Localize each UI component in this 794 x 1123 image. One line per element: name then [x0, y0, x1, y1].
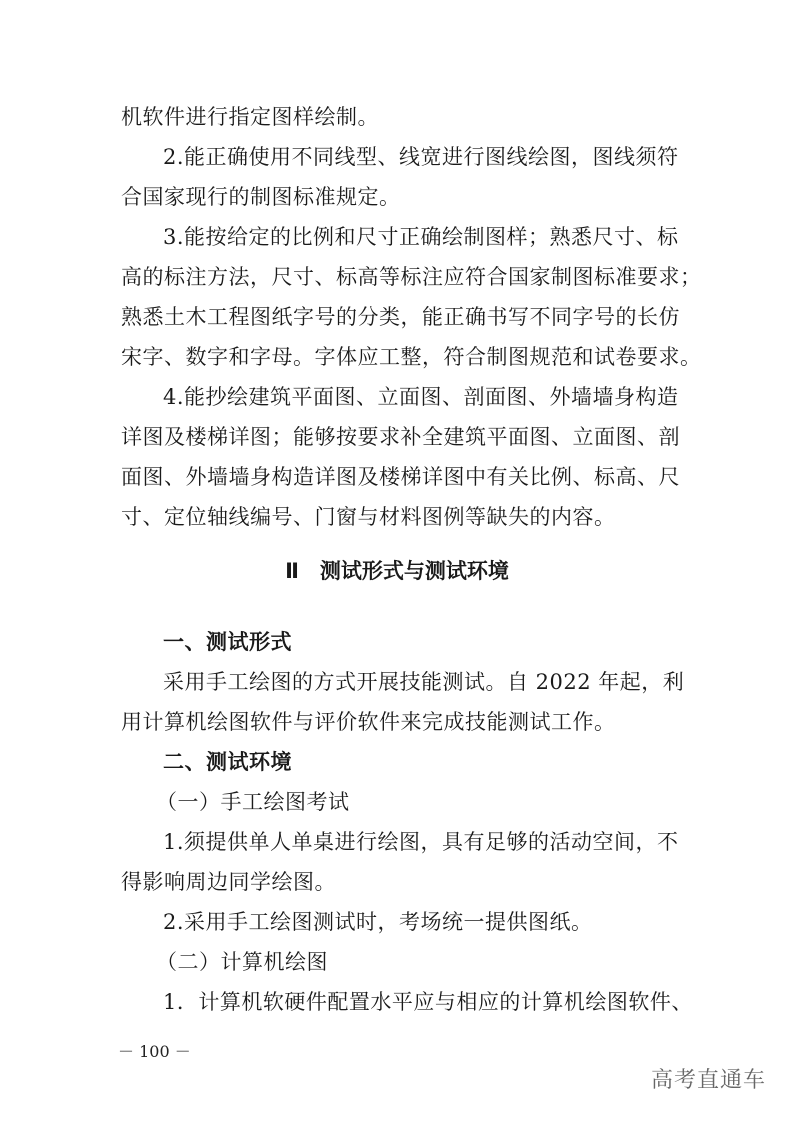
- text-line: 4.能抄绘建筑平面图、立面图、剖面图、外墙墙身构造: [163, 385, 679, 409]
- text-line: 机软件进行指定图样绘制。: [121, 105, 379, 129]
- heading-test-format: 一、测试形式: [163, 630, 292, 654]
- watermark-text: 高考直通车: [650, 1068, 766, 1093]
- subheading-manual-drawing: （一）手工绘图考试: [156, 790, 350, 814]
- text-line: 寸、定位轴线编号、门窗与材料图例等缺失的内容。: [121, 505, 616, 529]
- text-line: 合国家现行的制图标准规定。: [121, 185, 401, 209]
- text-line: 用计算机绘图软件与评价软件来完成技能测试工作。: [121, 710, 616, 734]
- text-line: 高的标注方法，尺寸、标高等标注应符合国家制图标准要求；: [121, 265, 702, 289]
- text-line: 1.须提供单人单桌进行绘图，具有足够的活动空间，不: [163, 830, 679, 854]
- subheading-computer-drawing: （二）计算机绘图: [156, 950, 328, 974]
- page-number: － 100 －: [118, 1042, 191, 1061]
- text-line: 2.能正确使用不同线型、线宽进行图线绘图，图线须符: [163, 145, 679, 169]
- text-line: 宋字、数字和字母。字体应工整，符合制图规范和试卷要求。: [121, 345, 702, 369]
- text-line: 得影响周边同学绘图。: [121, 870, 336, 894]
- text-line: 熟悉土木工程图纸字号的分类，能正确书写不同字号的长仿: [121, 305, 680, 329]
- section-title: Ⅱ 测试形式与测试环境: [285, 559, 509, 583]
- text-line: 详图及楼梯详图；能够按要求补全建筑平面图、立面图、剖: [121, 425, 680, 449]
- text-line: 采用手工绘图的方式开展技能测试。自 2022 年起，利: [163, 670, 685, 694]
- text-line: 2.采用手工绘图测试时，考场统一提供图纸。: [163, 910, 593, 934]
- text-line: 面图、外墙墙身构造详图及楼梯详图中有关比例、标高、尺: [121, 465, 680, 489]
- text-line: 3.能按给定的比例和尺寸正确绘制图样；熟悉尺寸、标: [163, 225, 679, 249]
- heading-test-environment: 二、测试环境: [163, 750, 292, 774]
- text-line: 1．计算机软硬件配置水平应与相应的计算机绘图软件、: [163, 990, 693, 1014]
